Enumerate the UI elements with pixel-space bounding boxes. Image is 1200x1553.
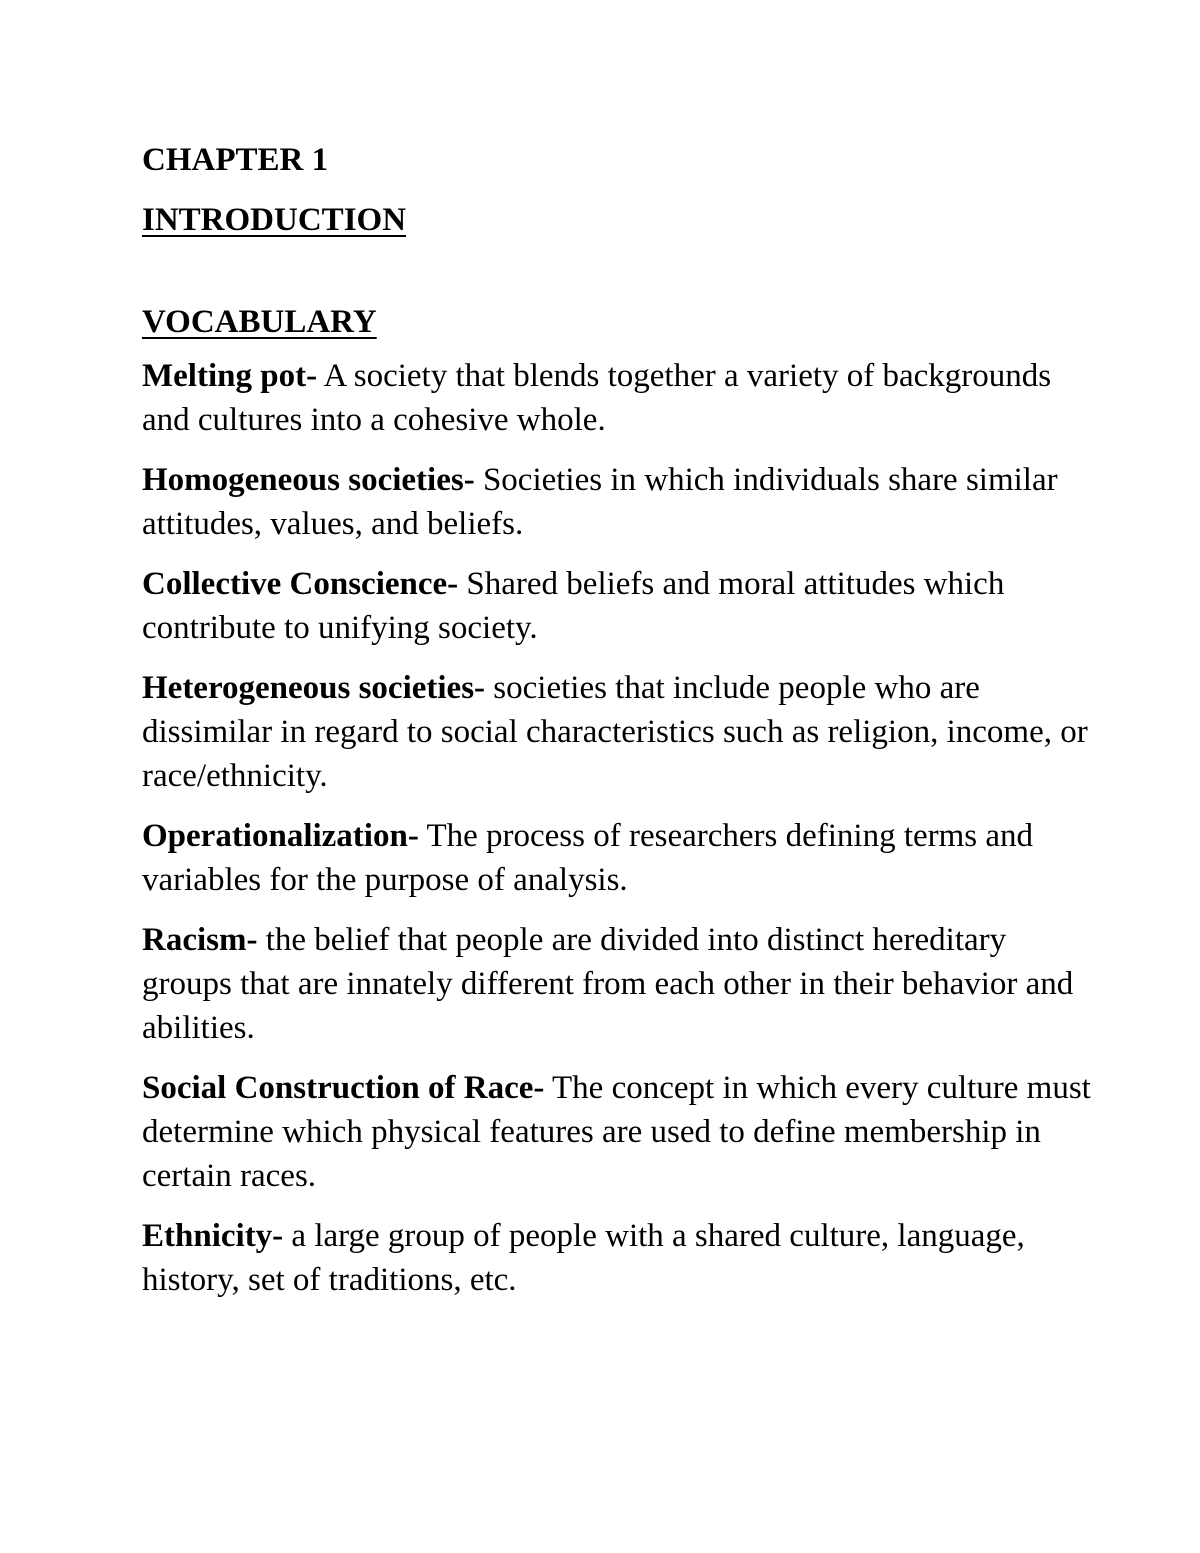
vocabulary-term: Racism- [142,922,258,958]
vocabulary-entry-social-construction-of-race [142,1066,1102,1198]
vocabulary-definition: The process of researchers defining terms and variables for the purpose of analysis. [142,818,1034,898]
vocabulary-term: Operationalization- [142,818,419,854]
chapter-title: CHAPTER 1 [142,142,329,178]
vocabulary-term: Heterogeneous societies- [142,670,486,706]
vocabulary-term: Ethnicity- [142,1218,284,1254]
vocabulary-term: Collective Conscience- [142,566,459,602]
vocabulary-entry-operationalization [142,814,1102,902]
vocabulary-definition: the belief that people are divided into distinct hereditary groups that are innately different from each other in their behavior and abilities. [142,922,1074,1046]
vocabulary-list [142,354,1102,1302]
vocabulary-definition: Societies in which individuals share similar attitudes, values, and beliefs. [142,462,1058,542]
vocabulary-entry-racism [142,918,1102,1050]
vocabulary-heading: VOCABULARY [142,304,377,340]
vocabulary-entry-collective-conscience [142,562,1102,650]
vocabulary-definition: The concept in which every culture must determine which physical features are used to define membership in certain races. [142,1070,1091,1194]
vocabulary-entry-heterogeneous-societies [142,666,1102,798]
section-title: INTRODUCTION [142,202,407,238]
vocabulary-entry-homogeneous-societies [142,458,1102,546]
document-content [142,138,1102,1318]
vocabulary-definition: A society that blends together a variety of backgrounds and cultures into a cohesive whole. [142,358,1052,438]
vocabulary-definition: societies that include people who are dissimilar in regard to social characteristics such as religion, income, or race/ethnicity. [142,670,1088,794]
vocabulary-term: Homogeneous societies- [142,462,475,498]
vocabulary-definition: a large group of people with a shared culture, language, history, set of traditions, etc. [142,1218,1025,1298]
vocabulary-definition: Shared beliefs and moral attitudes which contribute to unifying society. [142,566,1005,646]
vocabulary-term: Social Construction of Race- [142,1070,545,1106]
vocabulary-entry-ethnicity [142,1214,1102,1302]
vocabulary-term: Melting pot- [142,358,318,394]
vocabulary-entry-melting-pot [142,354,1102,442]
